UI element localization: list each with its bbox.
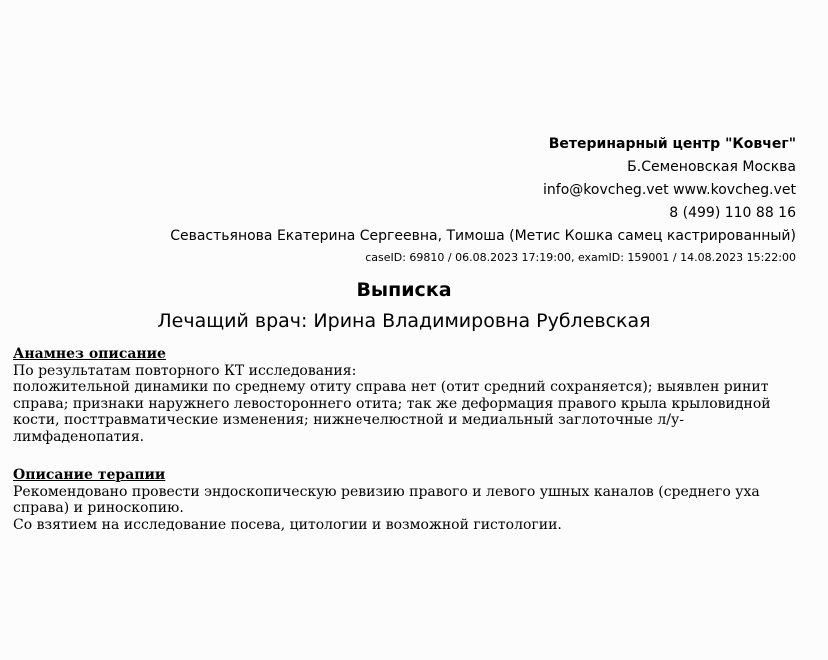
clinic-address: Б.Семеновская Москва [627, 159, 796, 175]
clinic-phone: 8 (499) 110 88 16 [669, 205, 796, 221]
attending-doctor: Лечащий врач: Ирина Владимировна Рублевская [157, 310, 651, 332]
therapy-section [13, 467, 803, 533]
clinic-header [36, 133, 796, 268]
case-exam-ids: caseID: 69810 / 06.08.2023 17:19:00, examID: 159001 / 14.08.2023 15:22:00 [365, 251, 796, 264]
therapy-heading: Описание терапии [13, 467, 166, 483]
anamnesis-text-findings: положительной динамики по среднему отиту справа нет (отит средний сохраняется); выявлен ринит справа; признаки наружнего левостороннего отита; так же деформация правого крыла крыловидной кости, посттравматические изменения; нижнечелюстной и медиальный заглоточные л/у- лимфаденопатия. [13, 379, 771, 445]
anamnesis-section [13, 346, 803, 446]
anamnesis-heading: Анамнез описание [13, 346, 166, 362]
anamnesis-text-intro: По результатам повторного КТ исследования: [13, 362, 357, 379]
patient-info: Севастьянова Екатерина Сергеевна, Тимоша (Метис Кошка самец кастрированный) [170, 228, 796, 244]
therapy-text-sampling: Со взятием на исследование посева, цитологии и возможной гистологии. [13, 516, 562, 533]
clinic-name: Ветеринарный центр "Ковчег" [548, 136, 796, 152]
document-title: Выписка [356, 279, 452, 301]
therapy-text-recommendation: Рекомендовано провести эндоскопическую ревизию правого и левого ушных каналов (среднего уха справа) и риноскопию. [13, 483, 760, 517]
clinic-contacts: info@kovcheg.vet www.kovcheg.vet [543, 182, 796, 198]
